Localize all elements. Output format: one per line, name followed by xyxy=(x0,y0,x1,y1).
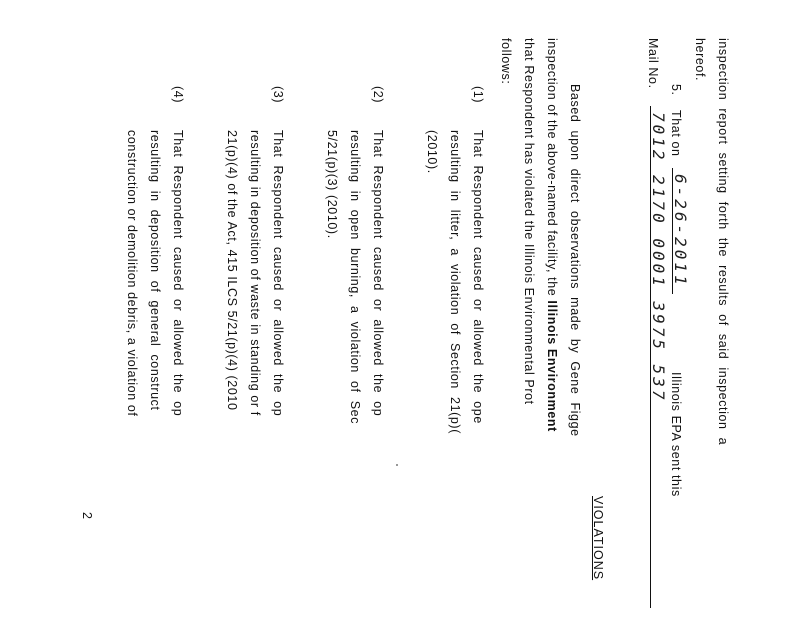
violation-item-3-line-2: resulting in deposition of waste in standing or f xyxy=(248,130,262,416)
violations-intro-line-3: that Respondent has violated the Illinois Environmental Prot xyxy=(522,38,536,405)
violation-item-3-number: (3) xyxy=(271,86,285,104)
violation-item-2-line-3: 5/21(p)(3) (2010). xyxy=(325,130,339,239)
paragraph-4-line-1: inspection report setting forth the results of said inspection a xyxy=(716,38,730,446)
violation-item-4-line-1: That Respondent caused or allowed the op xyxy=(171,130,185,417)
violations-intro-line-2a: inspection of the above-named facility, the xyxy=(545,38,559,297)
paragraph-5-number: 5. xyxy=(669,84,683,96)
violation-item-1-number: (1) xyxy=(471,86,485,104)
paragraph-4-line-2: hereof. xyxy=(693,38,707,82)
scan-speck xyxy=(396,464,398,466)
violation-item-2-number: (2) xyxy=(371,86,385,104)
violations-intro-line-1: Based upon direct observations made by Gene Figge xyxy=(568,84,582,437)
handwritten-date: 6-26-2011 xyxy=(672,168,688,294)
paragraph-5-date-field xyxy=(672,168,688,294)
violations-intro-line-4: follows: xyxy=(499,38,513,85)
mail-number-label: Mail No. xyxy=(646,38,660,89)
violations-intro-line-2 xyxy=(545,38,559,432)
violation-item-1-line-1: That Respondent caused or allowed the ope xyxy=(471,130,485,424)
violation-item-1-line-2: resulting in litter, a violation of Section 21(p)( xyxy=(448,130,462,434)
violation-item-4-line-2: resulting in deposition of general construct xyxy=(148,130,162,411)
paragraph-5-after-date: Illinois EPA sent this xyxy=(669,372,683,497)
violation-item-2-line-2: resulting in open burning, a violation of Sec xyxy=(348,130,362,425)
violation-item-3-line-1: That Respondent caused or allowed the op xyxy=(271,130,285,417)
violations-heading: VIOLATIONS xyxy=(591,496,605,581)
violations-intro-line-2b: Illinois Environment xyxy=(545,300,559,432)
violation-item-3-line-3: 21(p)(4) of the Act, 415 ILCS 5/21(p)(4) (2010 xyxy=(225,130,239,411)
violation-item-1-line-3: (2010). xyxy=(425,130,439,174)
violation-item-4-line-3: construction or demolition debris, a violation of xyxy=(125,130,139,417)
page-number: 2 xyxy=(80,512,94,520)
handwritten-mail-number: 7012 2170 0001 3975 537 xyxy=(650,106,666,608)
paragraph-5-that-on: That on xyxy=(669,110,683,157)
violation-item-4-number: (4) xyxy=(171,86,185,104)
violation-item-2-line-1: That Respondent caused or allowed the op xyxy=(371,130,385,417)
mail-number-field xyxy=(650,106,666,608)
